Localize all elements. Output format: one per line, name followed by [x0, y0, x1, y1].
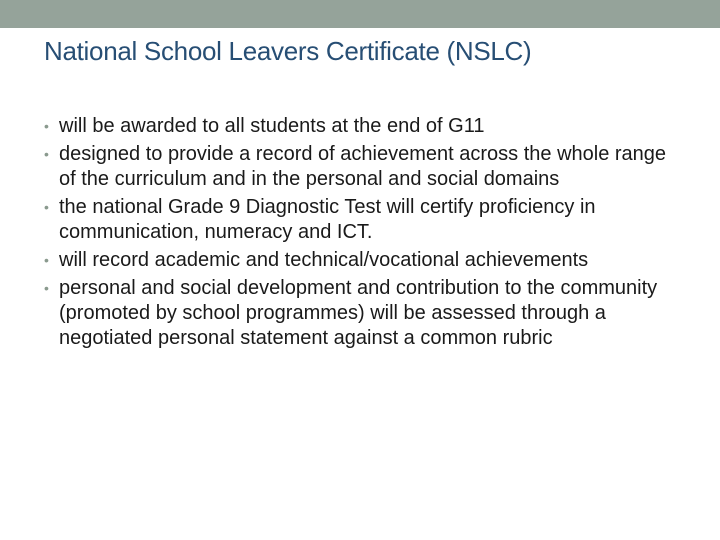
bullet-icon: • [44, 252, 49, 268]
slide-top-bar [0, 0, 720, 28]
bullet-icon: • [44, 280, 49, 296]
bullet-item [44, 195, 684, 245]
bullet-text: personal and social development and contribution to the community (promoted by school programmes) will be assessed through a negotiated personal statement against a common rubric [59, 277, 658, 349]
bullet-text: will record academic and technical/vocational achievements [59, 249, 589, 271]
bullet-item [44, 276, 684, 351]
bullet-text: the national Grade 9 Diagnostic Test will certify proficiency in communication, numeracy and ICT. [59, 196, 596, 243]
bullet-text: will be awarded to all students at the end of G11 [59, 115, 485, 137]
bullet-item [44, 142, 684, 192]
slide-title: National School Leavers Certificate (NSLC) [44, 36, 532, 66]
bullet-list [44, 114, 684, 354]
bullet-icon: • [44, 146, 49, 162]
bullet-item [44, 114, 684, 139]
bullet-icon: • [44, 118, 49, 134]
bullet-text: designed to provide a record of achievement across the whole range of the curriculum and in the personal and social domains [59, 143, 667, 190]
bullet-item [44, 248, 684, 273]
bullet-icon: • [44, 199, 49, 215]
